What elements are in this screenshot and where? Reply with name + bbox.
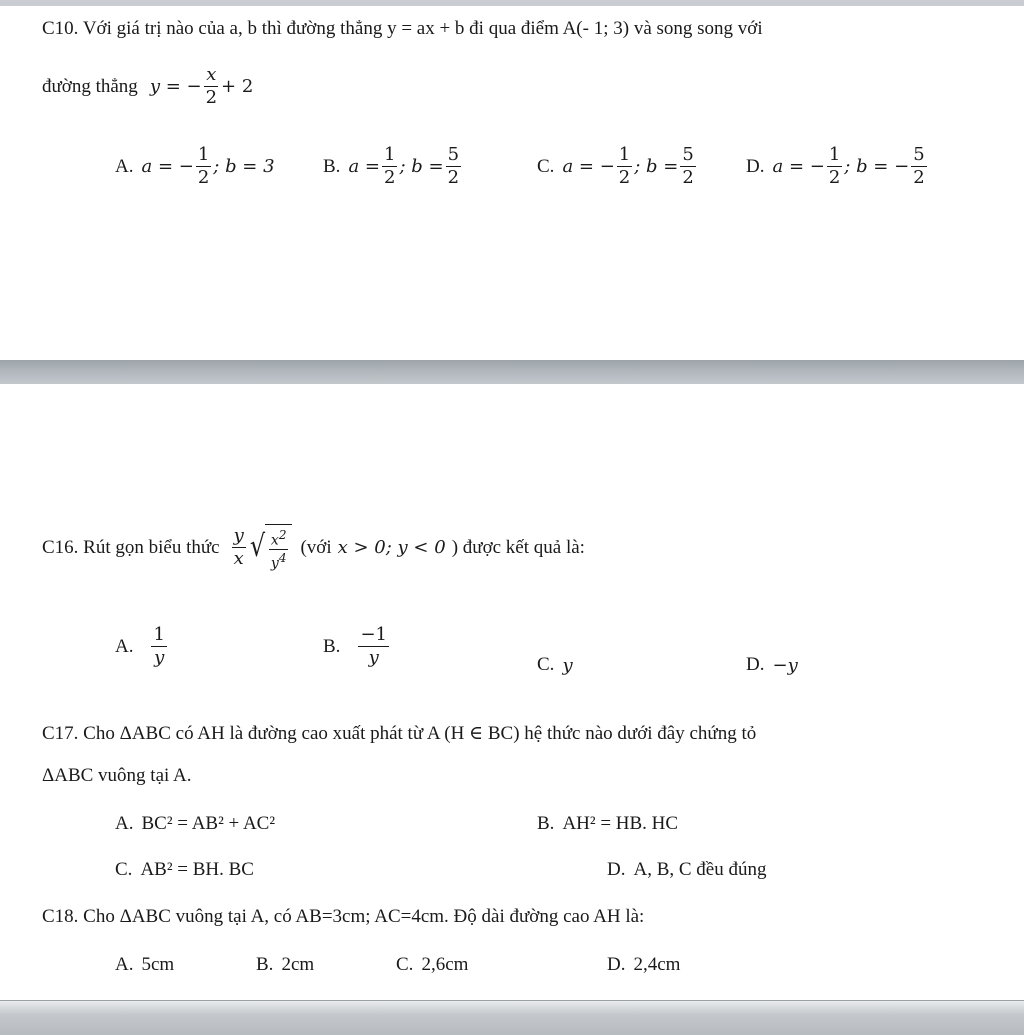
option-text: A, B, C đều đúng <box>633 859 767 880</box>
q16-suffix: ) được kết quả là: <box>451 536 585 558</box>
q10-line2-prefix: đường thẳng <box>42 75 138 97</box>
option-label: C. <box>537 155 555 177</box>
exponent: 4 <box>278 550 287 565</box>
fraction-numerator: 1 <box>618 144 631 165</box>
option-label: D. <box>746 155 765 177</box>
fraction-denominator: x <box>233 548 244 570</box>
fraction-numerator: 1 <box>153 624 165 645</box>
fraction-denominator: 2 <box>205 87 218 108</box>
q10-option-c[interactable] <box>537 144 698 189</box>
document-page-1 <box>0 6 1024 360</box>
option-text: 5cm <box>141 954 175 975</box>
option-text: BC² = AB² + AC² <box>141 813 276 834</box>
q17-text-line1: C17. Cho ΔABC có AH là đường cao xuất phát từ A (H ∈ BC) hệ thức nào dưới đây chứng tỏ <box>42 723 757 744</box>
fraction-denominator: 2 <box>682 167 694 188</box>
q18-option-b[interactable] <box>256 954 314 976</box>
fraction-numerator: 5 <box>447 144 460 165</box>
q10-line2 <box>42 64 253 109</box>
fraction-numerator: 1 <box>828 144 841 165</box>
option-label: B. <box>537 813 555 834</box>
q10-option-a[interactable] <box>115 144 275 189</box>
q17-option-c[interactable] <box>115 859 254 881</box>
option-a-sign: a = − <box>141 156 194 177</box>
q16-option-d[interactable] <box>746 654 798 676</box>
option-value: −y <box>772 654 798 676</box>
option-b-sign: ; b = − <box>844 156 910 177</box>
q17-option-a[interactable] <box>115 813 275 835</box>
q10-expr-fraction <box>204 64 219 109</box>
option-text: 2cm <box>281 954 315 975</box>
q10-option-b[interactable] <box>323 144 463 189</box>
option-b-sign: ; b = <box>634 156 679 177</box>
fraction-denominator: 2 <box>383 167 396 188</box>
option-value: y <box>562 654 573 676</box>
q17-option-d[interactable] <box>607 859 766 881</box>
fraction-denominator: 2 <box>913 167 925 188</box>
fraction-denominator: 2 <box>828 167 841 188</box>
option-a-sign: a = <box>348 156 380 177</box>
q16-fraction <box>232 525 246 570</box>
option-label: C. <box>115 859 133 880</box>
q10-option-d[interactable] <box>746 144 929 189</box>
option-b-sign: ; b = <box>399 156 444 177</box>
option-text: AB² = BH. BC <box>140 859 254 880</box>
fraction-denominator: 2 <box>447 167 460 188</box>
q18-option-c[interactable] <box>396 954 468 976</box>
option-label: A. <box>115 954 134 975</box>
option-text: 2,6cm <box>421 954 469 975</box>
fraction-numerator: x <box>206 64 217 85</box>
q18-option-a[interactable] <box>115 954 174 976</box>
option-text: AH² = HB. HC <box>562 813 679 834</box>
q18-text: C18. Cho ΔABC vuông tại A, có AB=3cm; AC=4cm. Độ dài đường cao AH là: <box>42 906 645 927</box>
fraction-numerator: 1 <box>197 144 210 165</box>
option-label: A. <box>115 155 134 177</box>
q10-text: C10. Với giá trị nào của a, b thì đường thẳng y = ax + b đi qua điểm A(- 1; 3) và song song với <box>42 18 763 39</box>
option-label: C. <box>537 654 555 675</box>
option-text: 2,4cm <box>633 954 681 975</box>
fraction-denominator: 2 <box>618 167 631 188</box>
exponent: 2 <box>278 528 287 542</box>
fraction-numerator: 5 <box>682 144 694 165</box>
fraction-numerator: 5 <box>913 144 925 165</box>
option-label: B. <box>323 635 341 657</box>
q16-option-a[interactable] <box>115 624 169 669</box>
option-label: A. <box>115 635 134 657</box>
q16-option-c[interactable] <box>537 654 573 676</box>
option-label: C. <box>396 954 414 975</box>
radical-sign: √ <box>249 529 265 564</box>
option-label: B. <box>256 954 274 975</box>
q16-condition: x > 0; y < 0 <box>337 537 446 559</box>
q17-text-line2: ΔABC vuông tại A. <box>42 765 192 786</box>
option-label: A. <box>115 813 134 834</box>
page-bottom-separator <box>0 1000 1024 1035</box>
q16-square-root <box>248 524 293 571</box>
option-label: D. <box>607 954 626 975</box>
radicand-denominator: y <box>270 555 279 572</box>
q10-expr-rest: + 2 <box>221 76 254 97</box>
q16-condition-open: (với <box>300 536 332 558</box>
fraction-denominator: y <box>154 647 165 668</box>
option-a-sign: a = − <box>772 156 825 177</box>
fraction-denominator: 2 <box>197 167 210 188</box>
option-a-sign: a = − <box>562 156 615 177</box>
fraction-numerator: 1 <box>383 144 396 165</box>
q18-option-d[interactable] <box>607 954 680 976</box>
document-page-2 <box>0 384 1024 1000</box>
q10-expr-lhs: y = − <box>149 76 202 97</box>
fraction-numerator: −1 <box>360 624 387 645</box>
q16-question <box>42 524 585 571</box>
option-label: B. <box>323 155 341 177</box>
option-label: D. <box>607 859 626 880</box>
q16-prefix: C16. Rút gọn biểu thức <box>42 536 220 558</box>
q16-option-b[interactable] <box>323 624 391 669</box>
fraction-numerator: y <box>233 525 244 547</box>
option-b-text: ; b = 3 <box>213 156 275 177</box>
q17-option-b[interactable] <box>537 813 678 835</box>
page-separator <box>0 360 1024 384</box>
fraction-denominator: y <box>368 647 379 668</box>
radicand-numerator: x <box>270 532 279 549</box>
option-label: D. <box>746 654 765 675</box>
